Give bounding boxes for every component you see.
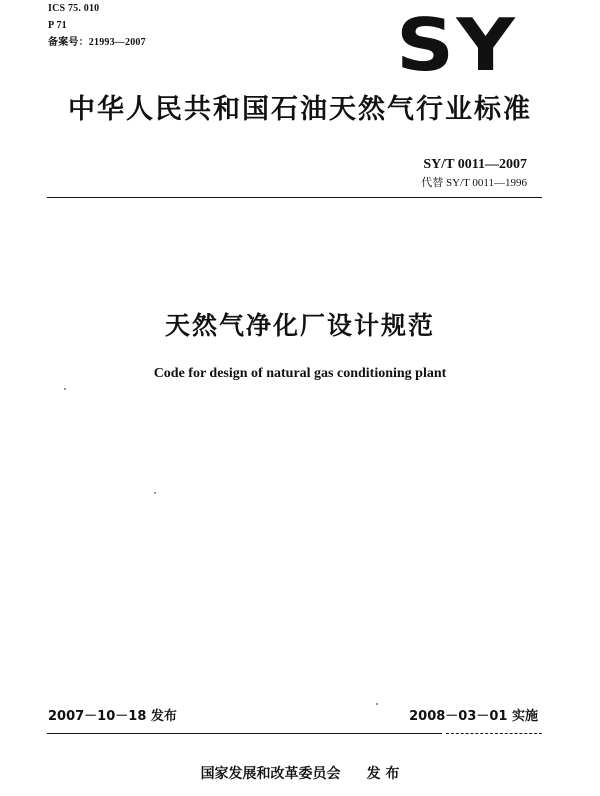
scan-speck bbox=[154, 492, 156, 494]
standard-number: SY/T 0011—2007 bbox=[423, 157, 527, 172]
industry-standard-heading: 中华人民共和国石油天然气行业标准 bbox=[68, 94, 532, 125]
footer-divider bbox=[47, 733, 442, 734]
ics-code: ICS 75. 010 bbox=[48, 3, 100, 14]
publisher-name: 国家发展和改革委员会 bbox=[200, 766, 341, 782]
implementation-date: 2008－03－01 实施 bbox=[409, 709, 538, 724]
publisher-line bbox=[0, 764, 600, 784]
replaces-standard: 代替 SY/T 0011—1996 bbox=[421, 177, 527, 189]
document-title: 天然气净化厂设计规范 bbox=[164, 311, 435, 340]
record-number: 备案号：21993—2007 bbox=[48, 37, 146, 48]
header-divider bbox=[47, 197, 542, 198]
classification-code: P 71 bbox=[48, 20, 67, 31]
scan-speck bbox=[64, 388, 66, 390]
scan-speck bbox=[376, 703, 378, 705]
publisher-action: 发 布 bbox=[366, 766, 400, 782]
footer-divider-dashed bbox=[446, 733, 542, 734]
document-title-english: Code for design of natural gas conditioning plant bbox=[153, 366, 447, 381]
issue-date: 2007－10－18 发布 bbox=[48, 709, 177, 724]
sy-logo: SY bbox=[396, 3, 517, 87]
